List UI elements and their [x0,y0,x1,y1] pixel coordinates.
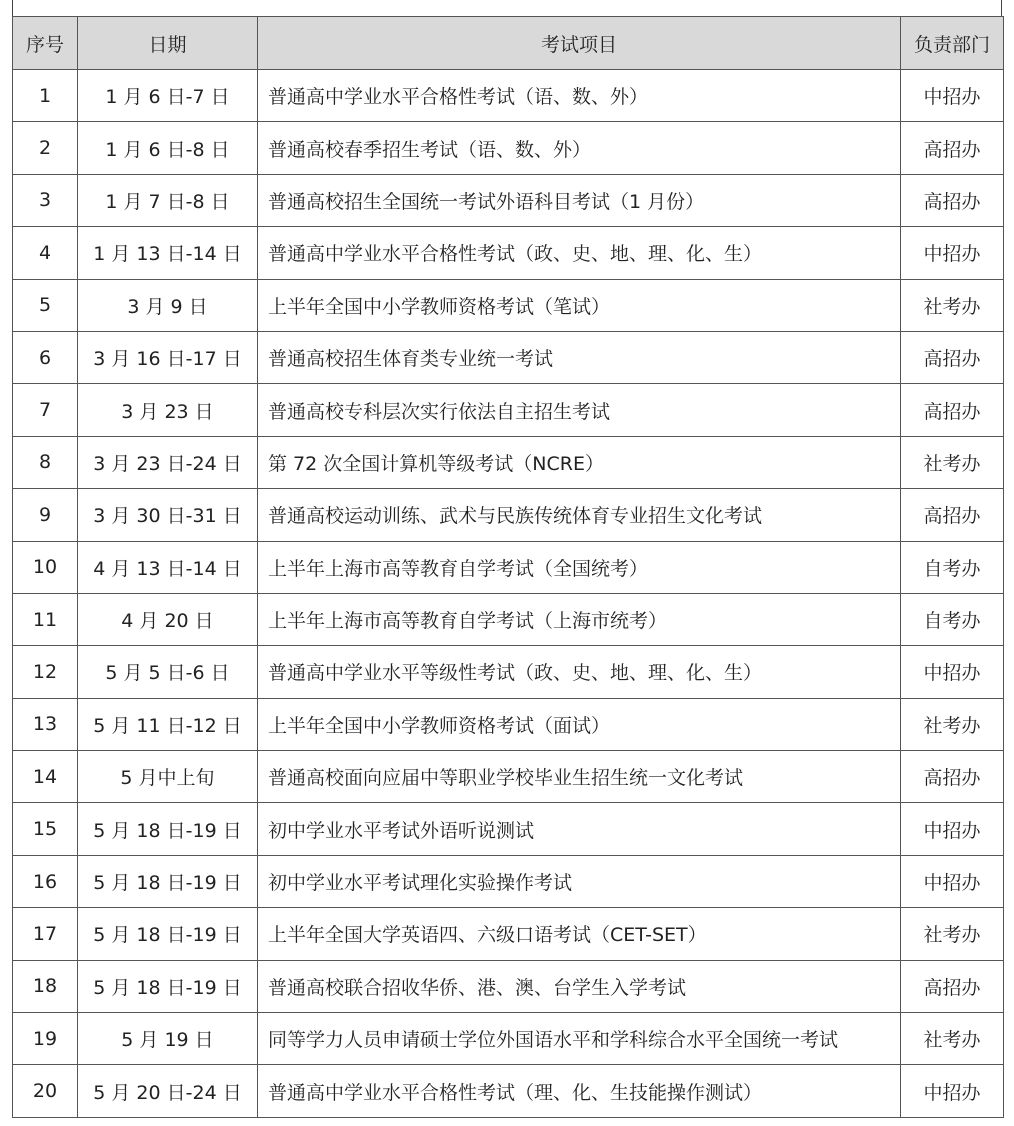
cell-no: 6 [13,331,78,383]
cell-dept: 社考办 [901,279,1004,331]
cell-date: 5 月 18 日-19 日 [78,960,258,1012]
cell-project: 普通高中学业水平合格性考试（理、化、生技能操作测试） [258,1065,901,1117]
cell-no: 19 [13,1013,78,1065]
header-row [13,17,1004,70]
cell-dept: 高招办 [901,331,1004,383]
table-row [13,70,1004,122]
cell-no: 7 [13,384,78,436]
table-row [13,751,1004,803]
cell-project: 上半年全国中小学教师资格考试（面试） [258,698,901,750]
header-dept: 负责部门 [901,17,1004,70]
table-row [13,1065,1004,1117]
cell-dept: 社考办 [901,698,1004,750]
cell-project: 第 72 次全国计算机等级考试（NCRE） [258,436,901,488]
cell-dept: 高招办 [901,751,1004,803]
cell-no: 20 [13,1065,78,1117]
table-row [13,698,1004,750]
cell-dept: 社考办 [901,436,1004,488]
cell-date: 3 月 23 日-24 日 [78,436,258,488]
cell-dept: 高招办 [901,489,1004,541]
cell-dept: 中招办 [901,646,1004,698]
cell-project: 上半年上海市高等教育自学考试（上海市统考） [258,593,901,645]
table-row [13,1013,1004,1065]
cell-date: 5 月 18 日-19 日 [78,908,258,960]
cell-dept: 中招办 [901,1065,1004,1117]
table-row [13,489,1004,541]
table-row [13,960,1004,1012]
cell-dept: 中招办 [901,803,1004,855]
cell-dept: 中招办 [901,70,1004,122]
cell-no: 10 [13,541,78,593]
table-row [13,174,1004,226]
cell-no: 11 [13,593,78,645]
table-row [13,227,1004,279]
cell-no: 3 [13,174,78,226]
cell-project: 上半年全国大学英语四、六级口语考试（CET-SET） [258,908,901,960]
cell-dept: 高招办 [901,122,1004,174]
cell-dept: 高招办 [901,174,1004,226]
cell-project: 初中学业水平考试外语听说测试 [258,803,901,855]
table-top-border [12,0,1002,16]
cell-project: 普通高校联合招收华侨、港、澳、台学生入学考试 [258,960,901,1012]
cell-project: 同等学力人员申请硕士学位外国语水平和学科综合水平全国统一考试 [258,1013,901,1065]
cell-date: 5 月中上旬 [78,751,258,803]
cell-no: 16 [13,855,78,907]
cell-no: 17 [13,908,78,960]
cell-project: 普通高校招生全国统一考试外语科目考试（1 月份） [258,174,901,226]
cell-project: 上半年全国中小学教师资格考试（笔试） [258,279,901,331]
table-row [13,646,1004,698]
table-row [13,384,1004,436]
cell-project: 普通高中学业水平合格性考试（政、史、地、理、化、生） [258,227,901,279]
cell-project: 普通高校运动训练、武术与民族传统体育专业招生文化考试 [258,489,901,541]
cell-date: 5 月 18 日-19 日 [78,803,258,855]
cell-date: 3 月 16 日-17 日 [78,331,258,383]
cell-no: 8 [13,436,78,488]
cell-date: 1 月 6 日-8 日 [78,122,258,174]
cell-project: 普通高校面向应届中等职业学校毕业生招生统一文化考试 [258,751,901,803]
cell-dept: 高招办 [901,384,1004,436]
table-row [13,279,1004,331]
cell-date: 3 月 30 日-31 日 [78,489,258,541]
cell-no: 12 [13,646,78,698]
table-row [13,855,1004,907]
cell-no: 5 [13,279,78,331]
cell-project: 普通高中学业水平合格性考试（语、数、外） [258,70,901,122]
cell-no: 9 [13,489,78,541]
cell-no: 4 [13,227,78,279]
table-row [13,436,1004,488]
exam-schedule-table [12,16,1004,1118]
table-row [13,803,1004,855]
cell-date: 5 月 19 日 [78,1013,258,1065]
cell-dept: 中招办 [901,855,1004,907]
cell-date: 5 月 18 日-19 日 [78,855,258,907]
cell-dept: 高招办 [901,960,1004,1012]
cell-dept: 中招办 [901,227,1004,279]
cell-project: 上半年上海市高等教育自学考试（全国统考） [258,541,901,593]
cell-dept: 社考办 [901,908,1004,960]
table-row [13,908,1004,960]
cell-date: 5 月 20 日-24 日 [78,1065,258,1117]
cell-date: 1 月 13 日-14 日 [78,227,258,279]
header-no: 序号 [13,17,78,70]
cell-no: 14 [13,751,78,803]
cell-no: 1 [13,70,78,122]
cell-date: 4 月 13 日-14 日 [78,541,258,593]
cell-date: 1 月 7 日-8 日 [78,174,258,226]
header-date: 日期 [78,17,258,70]
header-project: 考试项目 [258,17,901,70]
cell-dept: 自考办 [901,593,1004,645]
table-row [13,122,1004,174]
cell-date: 3 月 23 日 [78,384,258,436]
cell-project: 初中学业水平考试理化实验操作考试 [258,855,901,907]
cell-project: 普通高中学业水平等级性考试（政、史、地、理、化、生） [258,646,901,698]
table-row [13,593,1004,645]
cell-no: 15 [13,803,78,855]
table-row [13,541,1004,593]
cell-dept: 社考办 [901,1013,1004,1065]
cell-project: 普通高校招生体育类专业统一考试 [258,331,901,383]
cell-date: 1 月 6 日-7 日 [78,70,258,122]
cell-no: 18 [13,960,78,1012]
cell-date: 3 月 9 日 [78,279,258,331]
cell-project: 普通高校专科层次实行依法自主招生考试 [258,384,901,436]
cell-dept: 自考办 [901,541,1004,593]
cell-project: 普通高校春季招生考试（语、数、外） [258,122,901,174]
cell-no: 13 [13,698,78,750]
cell-date: 4 月 20 日 [78,593,258,645]
cell-date: 5 月 5 日-6 日 [78,646,258,698]
cell-date: 5 月 11 日-12 日 [78,698,258,750]
cell-no: 2 [13,122,78,174]
table-row [13,331,1004,383]
